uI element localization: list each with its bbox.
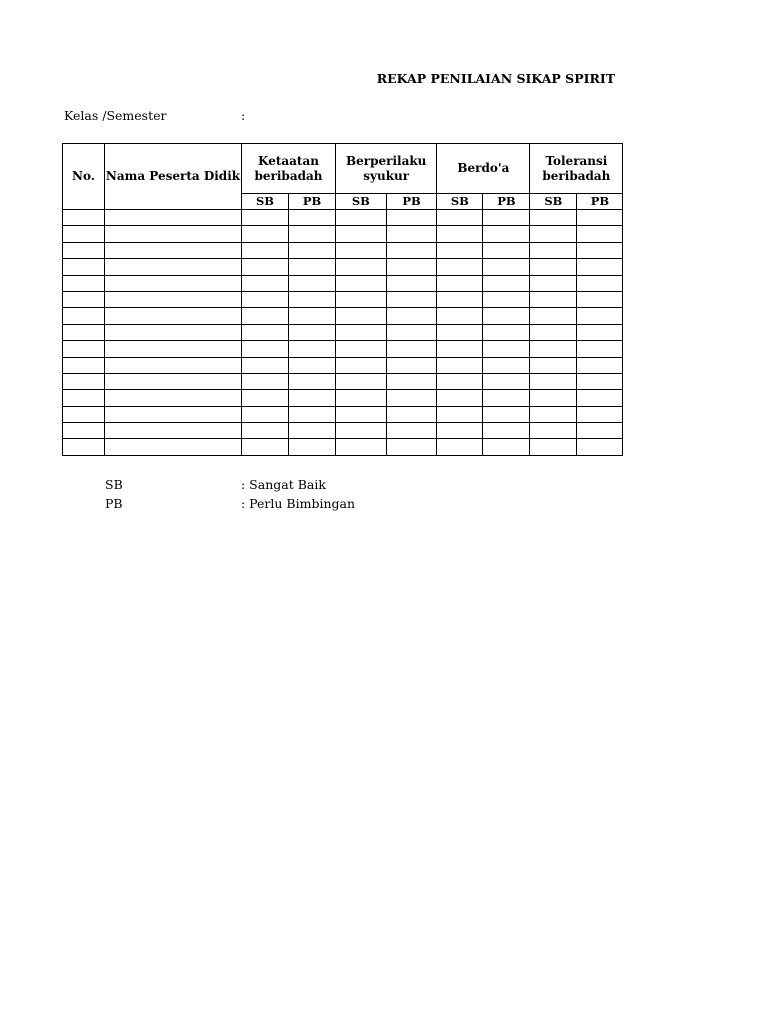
- table-cell: [577, 291, 623, 307]
- table-cell: [437, 423, 483, 439]
- table-cell: [105, 291, 242, 307]
- subheader-sb: SB: [242, 194, 289, 210]
- table-row: [63, 423, 623, 439]
- table-cell: [386, 324, 437, 340]
- table-cell: [242, 390, 289, 406]
- table-cell: [289, 373, 336, 389]
- table-cell: [242, 373, 289, 389]
- table-cell: [483, 406, 530, 422]
- table-cell: [437, 242, 483, 258]
- table-cell: [386, 390, 437, 406]
- kelas-semester-colon: :: [241, 108, 246, 123]
- table-cell: [336, 373, 387, 389]
- table-row: [63, 439, 623, 455]
- table-cell: [530, 341, 577, 357]
- kelas-semester-label: Kelas /Semester: [64, 108, 167, 123]
- table-cell: [63, 357, 105, 373]
- table-cell: [483, 373, 530, 389]
- table-row: [63, 242, 623, 258]
- table-cell: [242, 242, 289, 258]
- table-cell: [289, 275, 336, 291]
- table-cell: [336, 275, 387, 291]
- subheader-sb: SB: [530, 194, 577, 210]
- table-cell: [483, 390, 530, 406]
- table-cell: [289, 242, 336, 258]
- table-cell: [483, 308, 530, 324]
- legend-sb-code: SB: [105, 477, 123, 492]
- header-berdoa: Berdo'a: [437, 144, 530, 194]
- table-cell: [105, 341, 242, 357]
- table-cell: [336, 390, 387, 406]
- table-cell: [336, 423, 387, 439]
- table-cell: [437, 226, 483, 242]
- subheader-pb: PB: [289, 194, 336, 210]
- table-cell: [242, 308, 289, 324]
- table-cell: [63, 439, 105, 455]
- table-cell: [63, 373, 105, 389]
- table-cell: [530, 324, 577, 340]
- table-cell: [242, 210, 289, 226]
- table-cell: [483, 210, 530, 226]
- table-row: [63, 291, 623, 307]
- table-cell: [242, 291, 289, 307]
- table-cell: [105, 324, 242, 340]
- subheader-pb: PB: [483, 194, 530, 210]
- table-cell: [105, 259, 242, 275]
- table-cell: [530, 390, 577, 406]
- table-cell: [289, 259, 336, 275]
- table-cell: [483, 226, 530, 242]
- table-cell: [289, 357, 336, 373]
- table-cell: [530, 373, 577, 389]
- table-cell: [577, 324, 623, 340]
- table-cell: [242, 324, 289, 340]
- table-cell: [63, 390, 105, 406]
- table-cell: [336, 324, 387, 340]
- table-row: [63, 324, 623, 340]
- table-row: [63, 259, 623, 275]
- header-ketaatan-beribadah: Ketaatan beribadah: [242, 144, 336, 194]
- table-cell: [386, 341, 437, 357]
- table-row: [63, 275, 623, 291]
- table-cell: [63, 324, 105, 340]
- table-cell: [386, 291, 437, 307]
- table-cell: [105, 390, 242, 406]
- table-cell: [242, 259, 289, 275]
- table-cell: [483, 259, 530, 275]
- table-cell: [386, 259, 437, 275]
- table-row: [63, 373, 623, 389]
- table-cell: [530, 242, 577, 258]
- table-cell: [577, 406, 623, 422]
- table-cell: [336, 308, 387, 324]
- table-cell: [105, 242, 242, 258]
- table-cell: [105, 439, 242, 455]
- table-cell: [242, 341, 289, 357]
- table-cell: [63, 423, 105, 439]
- table-cell: [483, 341, 530, 357]
- table-cell: [437, 406, 483, 422]
- table-cell: [105, 406, 242, 422]
- header-nama-peserta-didik: Nama Peserta Didik: [105, 144, 242, 210]
- table-cell: [63, 210, 105, 226]
- table-cell: [242, 423, 289, 439]
- table-cell: [577, 439, 623, 455]
- table-cell: [577, 210, 623, 226]
- table-cell: [530, 210, 577, 226]
- table-cell: [483, 324, 530, 340]
- table-row: [63, 357, 623, 373]
- table-cell: [63, 226, 105, 242]
- table-cell: [437, 324, 483, 340]
- table-cell: [437, 210, 483, 226]
- table-cell: [577, 226, 623, 242]
- table-cell: [437, 373, 483, 389]
- table-cell: [63, 291, 105, 307]
- table-cell: [289, 291, 336, 307]
- table-cell: [386, 439, 437, 455]
- table-cell: [336, 341, 387, 357]
- table-row: [63, 341, 623, 357]
- table-cell: [577, 341, 623, 357]
- table-cell: [336, 259, 387, 275]
- table-cell: [530, 406, 577, 422]
- table-cell: [386, 373, 437, 389]
- table-row: [63, 390, 623, 406]
- header-berperilaku-syukur: Berperilaku syukur: [336, 144, 437, 194]
- table-cell: [289, 324, 336, 340]
- subheader-pb: PB: [386, 194, 437, 210]
- table-cell: [63, 275, 105, 291]
- table-cell: [530, 275, 577, 291]
- table-cell: [105, 357, 242, 373]
- table-cell: [242, 226, 289, 242]
- subheader-pb: PB: [577, 194, 623, 210]
- table-cell: [336, 242, 387, 258]
- table-cell: [483, 242, 530, 258]
- legend-pb-code: PB: [105, 496, 123, 511]
- table-cell: [530, 357, 577, 373]
- table-cell: [437, 341, 483, 357]
- table-cell: [386, 406, 437, 422]
- table-cell: [336, 406, 387, 422]
- table-cell: [577, 259, 623, 275]
- table-cell: [63, 259, 105, 275]
- table-row: [63, 406, 623, 422]
- table-cell: [289, 308, 336, 324]
- table-cell: [530, 291, 577, 307]
- table-cell: [336, 291, 387, 307]
- table-cell: [289, 390, 336, 406]
- table-body: [63, 210, 623, 456]
- table-cell: [289, 439, 336, 455]
- table-cell: [530, 423, 577, 439]
- table-cell: [437, 275, 483, 291]
- table-cell: [289, 406, 336, 422]
- table-cell: [105, 226, 242, 242]
- table-cell: [105, 308, 242, 324]
- table-cell: [242, 357, 289, 373]
- table-cell: [577, 357, 623, 373]
- table-cell: [105, 373, 242, 389]
- table-cell: [437, 291, 483, 307]
- table-cell: [530, 439, 577, 455]
- table-cell: [483, 291, 530, 307]
- table-cell: [483, 357, 530, 373]
- table-cell: [242, 439, 289, 455]
- table-cell: [289, 226, 336, 242]
- header-no: No.: [63, 144, 105, 210]
- table-cell: [577, 275, 623, 291]
- table-cell: [386, 357, 437, 373]
- table-cell: [242, 275, 289, 291]
- table-cell: [483, 275, 530, 291]
- table-cell: [437, 357, 483, 373]
- table-cell: [336, 439, 387, 455]
- table-cell: [63, 406, 105, 422]
- table-cell: [105, 210, 242, 226]
- table-cell: [63, 308, 105, 324]
- table-cell: [336, 357, 387, 373]
- table-cell: [437, 390, 483, 406]
- table-cell: [63, 341, 105, 357]
- table-cell: [577, 423, 623, 439]
- table-cell: [530, 226, 577, 242]
- subheader-sb: SB: [437, 194, 483, 210]
- table-cell: [483, 423, 530, 439]
- table-cell: [105, 275, 242, 291]
- table-cell: [437, 259, 483, 275]
- table-row: [63, 226, 623, 242]
- table-cell: [530, 259, 577, 275]
- rekap-table: [62, 143, 623, 456]
- table-cell: [577, 308, 623, 324]
- table-cell: [386, 275, 437, 291]
- table-cell: [437, 308, 483, 324]
- table-cell: [386, 308, 437, 324]
- table-cell: [386, 226, 437, 242]
- table-cell: [289, 423, 336, 439]
- table-cell: [577, 242, 623, 258]
- page-title: REKAP PENILAIAN SIKAP SPIRIT: [376, 71, 615, 86]
- table-cell: [386, 210, 437, 226]
- subheader-sb: SB: [336, 194, 387, 210]
- table-cell: [577, 390, 623, 406]
- legend-sb-text: : Sangat Baik: [241, 477, 326, 492]
- table-cell: [289, 341, 336, 357]
- table-cell: [63, 242, 105, 258]
- header-toleransi-beribadah: Toleransi beribadah: [530, 144, 623, 194]
- table-cell: [386, 423, 437, 439]
- table-cell: [336, 226, 387, 242]
- table-cell: [242, 406, 289, 422]
- table-cell: [336, 210, 387, 226]
- table-cell: [530, 308, 577, 324]
- table-cell: [386, 242, 437, 258]
- table-cell: [289, 210, 336, 226]
- legend-pb-text: : Perlu Bimbingan: [241, 496, 356, 511]
- table-cell: [577, 373, 623, 389]
- table-cell: [483, 439, 530, 455]
- table-cell: [437, 439, 483, 455]
- table-cell: [105, 423, 242, 439]
- table-row: [63, 210, 623, 226]
- table-row: [63, 308, 623, 324]
